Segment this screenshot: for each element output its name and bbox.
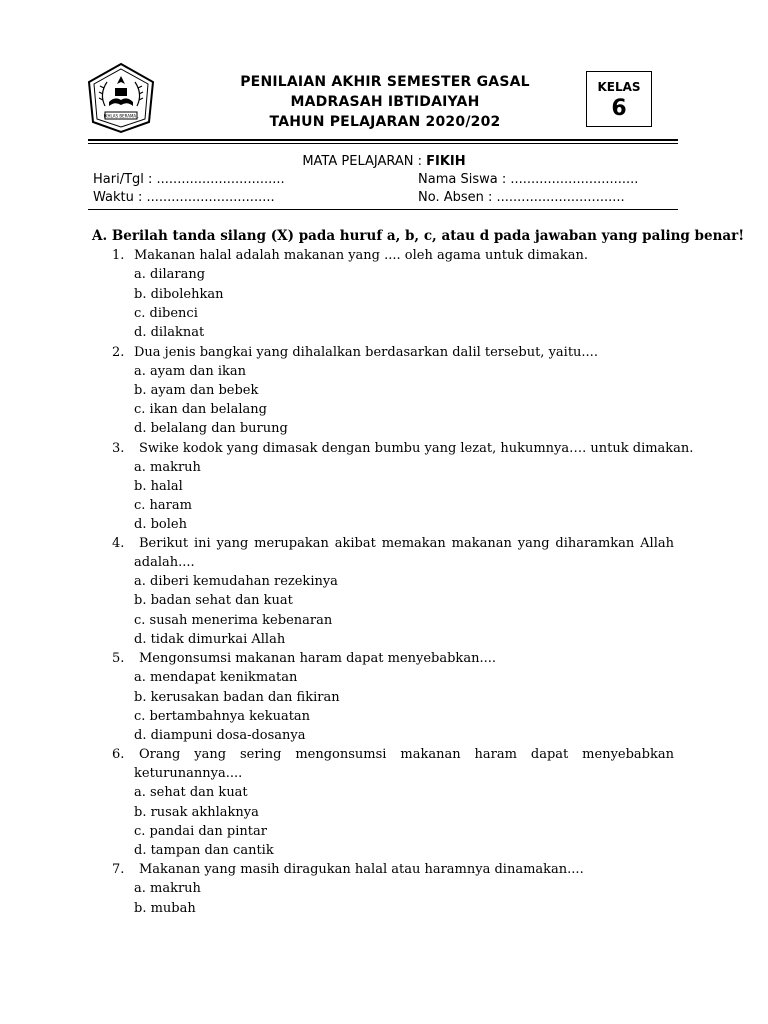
section-a-title: A. Berilah tanda silang (X) pada huruf a, b, c, atau d pada jawaban yang paling benar! <box>92 228 745 244</box>
no-absen-field: No. Absen : ............................... <box>418 190 625 205</box>
option: d. dilaknat <box>134 325 205 340</box>
question-text-continued: keturunannya.... <box>134 766 243 781</box>
option: c. ikan dan belalang <box>134 402 267 417</box>
question-number: 4. <box>112 536 125 551</box>
title-line-1: PENILAIAN AKHIR SEMESTER GASAL <box>240 74 530 90</box>
info-divider <box>88 209 678 210</box>
question-number: 7. <box>112 862 125 877</box>
kelas-label: KELAS <box>597 80 641 94</box>
question-number: 2. <box>112 345 125 360</box>
question-text-continued: adalah.... <box>134 555 195 570</box>
option: a. makruh <box>134 881 201 896</box>
option: a. diberi kemudahan rezekinya <box>134 574 338 589</box>
option: b. rusak akhlaknya <box>134 805 259 820</box>
option: d. boleh <box>134 517 187 532</box>
waktu-field: Waktu : ............................... <box>93 190 275 205</box>
question-text: Berikut ini yang merupakan akibat memakan makanan yang diharamkan Allah <box>139 536 674 551</box>
question-text: Mengonsumsi makanan haram dapat menyebabkan.... <box>139 651 496 666</box>
option: c. dibenci <box>134 306 198 321</box>
option: b. halal <box>134 479 183 494</box>
option: c. pandai dan pintar <box>134 824 267 839</box>
header-divider-thin <box>88 143 678 144</box>
option: b. kerusakan badan dan fikiran <box>134 690 340 705</box>
title-line-3: TAHUN PELAJARAN 2020/202 <box>269 114 501 130</box>
option: b. dibolehkan <box>134 287 224 302</box>
nama-siswa-field: Nama Siswa : ............................... <box>418 172 639 187</box>
title-line-2: MADRASAH IBTIDAIYAH <box>290 94 480 110</box>
option: b. badan sehat dan kuat <box>134 593 293 608</box>
option: d. belalang dan burung <box>134 421 288 436</box>
option: c. susah menerima kebenaran <box>134 613 333 628</box>
hari-tgl-field: Hari/Tgl : ............................... <box>93 172 285 187</box>
option: a. makruh <box>134 460 201 475</box>
option: b. mubah <box>134 901 196 916</box>
option: d. tidak dimurkai Allah <box>134 632 286 647</box>
question-number: 3. <box>112 441 125 456</box>
subject-label: MATA PELAJARAN : <box>302 154 427 169</box>
logo-motto: IKHLAS BERAMAL <box>103 113 139 119</box>
option: a. ayam dan ikan <box>134 364 247 379</box>
option: b. ayam dan bebek <box>134 383 259 398</box>
kelas-value: 6 <box>611 96 627 121</box>
question-text: Swike kodok yang dimasak dengan bumbu yang lezat, hukumnya…. untuk dimakan. <box>139 441 694 456</box>
subject-line <box>0 154 768 169</box>
option: c. bertambahnya kekuatan <box>134 709 311 724</box>
kelas-box <box>586 71 652 127</box>
option: c. haram <box>134 498 192 513</box>
kemenag-logo-icon <box>85 62 157 134</box>
option: d. diampuni dosa-dosanya <box>134 728 306 743</box>
subject-value: FIKIH <box>426 154 466 169</box>
question-text: Orang yang sering mengonsumsi makanan haram dapat menyebabkan <box>139 747 674 762</box>
header-divider-thick <box>88 139 678 141</box>
option: d. tampan dan cantik <box>134 843 274 858</box>
option: a. sehat dan kuat <box>134 785 248 800</box>
option: a. dilarang <box>134 267 206 282</box>
question-text: Dua jenis bangkai yang dihalalkan berdasarkan dalil tersebut, yaitu.... <box>134 345 598 360</box>
question-text: Makanan halal adalah makanan yang .... oleh agama untuk dimakan. <box>134 248 589 263</box>
question-text: Makanan yang masih diragukan halal atau haramnya dinamakan.... <box>139 862 584 877</box>
option: a. mendapat kenikmatan <box>134 670 298 685</box>
exam-title <box>190 72 580 132</box>
question-number: 5. <box>112 651 125 666</box>
question-number: 6. <box>112 747 125 762</box>
question-number: 1. <box>112 248 125 263</box>
